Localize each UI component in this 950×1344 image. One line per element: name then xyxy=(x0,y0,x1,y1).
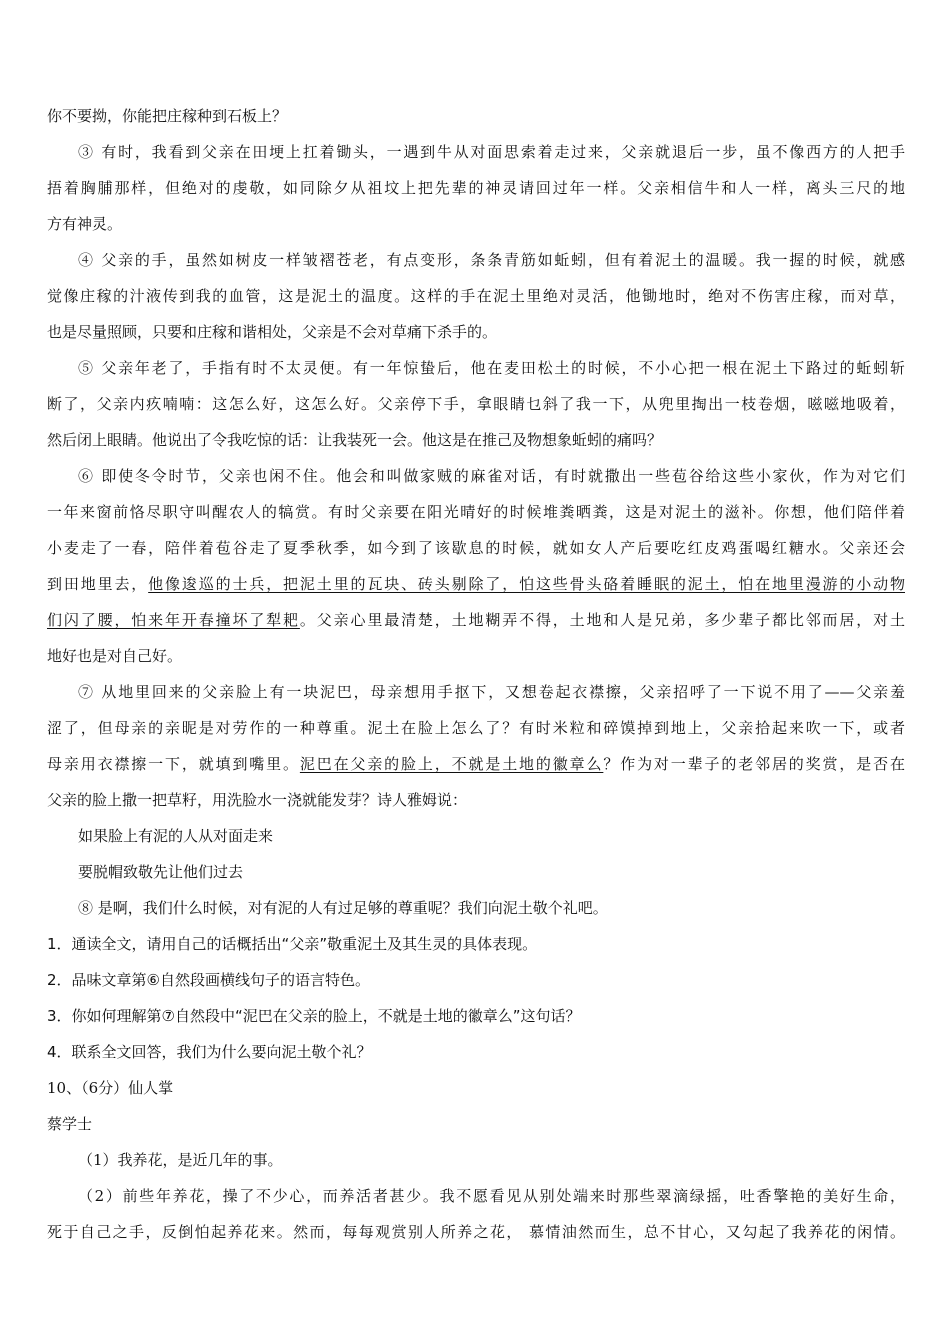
text-line: 你不要拗，你能把庄稼种到石板上？ xyxy=(47,107,288,125)
paragraph-6-line-1: ⑥ 即使冬令时节，父亲也闲不住。他会和叫做家贼的麻雀对话，有时就撒出一些苞谷给这些小家伙，作为对它们 xyxy=(78,467,905,485)
paragraph-6-line-3: 小麦走了一春，陪伴着苞谷走了夏季秋季，如今到了该歇息的时候，就如女人产后要吃红皮鸡蛋喝红糖水。父亲还会 xyxy=(47,539,905,557)
question-1: 1．通读全文，请用自己的话概括出“父亲”敬重泥土及其生灵的具体表现。 xyxy=(47,935,538,953)
paragraph-4-line-3: 也是尽量照顾，只要和庄稼和谐相处，父亲是不会对草痛下杀手的。 xyxy=(47,323,498,341)
question-3: 3．你如何理解第⑦自然段中“泥巴在父亲的脸上，不就是土地的徽章么”这句话？ xyxy=(47,1007,581,1025)
paragraph-5-line-2: 断了，父亲内疚喃喃：这怎么好，这怎么好。父亲停下手，拿眼睛乜斜了我一下，从兜里掏出一枝卷烟，嗞嗞地吸着， xyxy=(47,395,905,413)
plain-text: 到田地里去， xyxy=(47,575,149,593)
poem-line-1: 如果脸上有泥的人从对面走来 xyxy=(78,827,274,845)
paragraph-7-line-1: ⑦ 从地里回来的父亲脸上有一块泥巴，母亲想用手抠下，又想卷起衣襟擦，父亲招呼了一下说不用了——父亲羞 xyxy=(78,683,905,701)
paragraph-6-line-6: 地好也是对自己好。 xyxy=(47,647,183,665)
section-10-paragraph-2-line-1: （2）前些年养花，操了不少心，而养活者甚少。我不愿看见从别处端来时那些翠滴绿摇，吐香擎艳的美好生命， xyxy=(78,1187,905,1205)
plain-text: ？作为对一辈子的老邻居的奖赏，是否在 xyxy=(603,755,905,773)
paragraph-6-line-2: 一年来窗前恪尽职守叫醒农人的犒赏。有时父亲要在阳光晴好的时候堆粪晒粪，这是对泥土的滋补。你想，他们陪伴着 xyxy=(47,503,905,521)
question-4: 4．联系全文回答，我们为什么要向泥土敬个礼？ xyxy=(47,1043,372,1061)
paragraph-8: ⑧ 是啊，我们什么时候，对有泥的人有过足够的尊重呢？我们向泥土敬个礼吧。 xyxy=(78,899,608,917)
plain-text: 母亲用衣襟擦一下，就填到嘴里。 xyxy=(47,755,300,773)
paragraph-3-line-2: 捂着胸脯那样，但绝对的虔敬，如同除夕从祖坟上把先辈的神灵请回过年一样。父亲相信牛和人一样，离头三尺的地 xyxy=(47,179,905,197)
paragraph-3-line-1: ③ 有时，我看到父亲在田埂上扛着锄头，一遇到牛从对面思索着走过来，父亲就退后一步，虽不像西方的人把手 xyxy=(78,143,905,161)
question-2: 2．品味文章第⑥自然段画横线句子的语言特色。 xyxy=(47,971,370,989)
section-10-heading: 10、（6分）仙人掌 xyxy=(47,1079,174,1097)
paragraph-5-line-1: ⑤ 父亲年老了，手指有时不太灵便。有一年惊蛰后，他在麦田松土的时候，不小心把一根在泥土下路过的蚯蚓斩 xyxy=(78,359,905,377)
underlined-sentence: 泥巴在父亲的脸上，不就是土地的徽章么 xyxy=(299,755,604,773)
paragraph-4-line-2: 觉像庄稼的汁液传到我的血管，这是泥土的温度。这样的手在泥土里绝对灵活，他锄地时，绝对不伤害庄稼，而对草， xyxy=(47,287,905,305)
paragraph-7-line-4: 父亲的脸上撒一把草籽，用洗脸水一浇就能发芽？诗人雅姆说： xyxy=(47,791,468,809)
section-10-author: 蔡学士 xyxy=(47,1115,93,1133)
paragraph-5-line-3: 然后闭上眼睛。他说出了令我吃惊的话：让我装死一会。他这是在推己及物想象蚯蚓的痛吗？ xyxy=(47,431,663,449)
poem-line-2: 要脱帽致敬先让他们过去 xyxy=(78,863,244,881)
section-10-paragraph-1: （1）我养花，是近几年的事。 xyxy=(78,1151,283,1169)
paragraph-6-line-5 xyxy=(47,602,905,638)
paragraph-7-line-2: 涩了，但母亲的亲昵是对劳作的一种尊重。泥土在脸上怎么了？有时米粒和碎馍掉到地上，父亲拾起来吹一下，或者 xyxy=(47,719,905,737)
plain-text: 。父亲心里最清楚，土地糊弄不得，土地和人是兄弟，多少辈子都比邻而居，对土 xyxy=(299,611,905,629)
paragraph-3-line-3: 方有神灵。 xyxy=(47,215,123,233)
paragraph-7-line-3 xyxy=(47,746,905,782)
section-10-paragraph-2-line-2: 死于自己之手，反倒怕起养花来。然而，每每观赏别人所养之花， 慕情油然而生，总不甘心，又勾起了我养花的闲情。 xyxy=(47,1223,905,1241)
paragraph-4-line-1: ④ 父亲的手，虽然如树皮一样皱褶苍老，有点变形，条条青筋如蚯蚓，但有着泥土的温暖。我一握的时候，就感 xyxy=(78,251,905,269)
underlined-sentence: 他像逡巡的士兵，把泥土里的瓦块、砖头剔除了，怕这些骨头硌着睡眠的泥土，怕在地里漫游的小动物 xyxy=(148,575,905,593)
document-page xyxy=(47,98,905,1250)
underlined-sentence: 们闪了腰，怕来年开春撞坏了犁耙 xyxy=(47,611,300,629)
paragraph-6-line-4 xyxy=(47,566,905,602)
